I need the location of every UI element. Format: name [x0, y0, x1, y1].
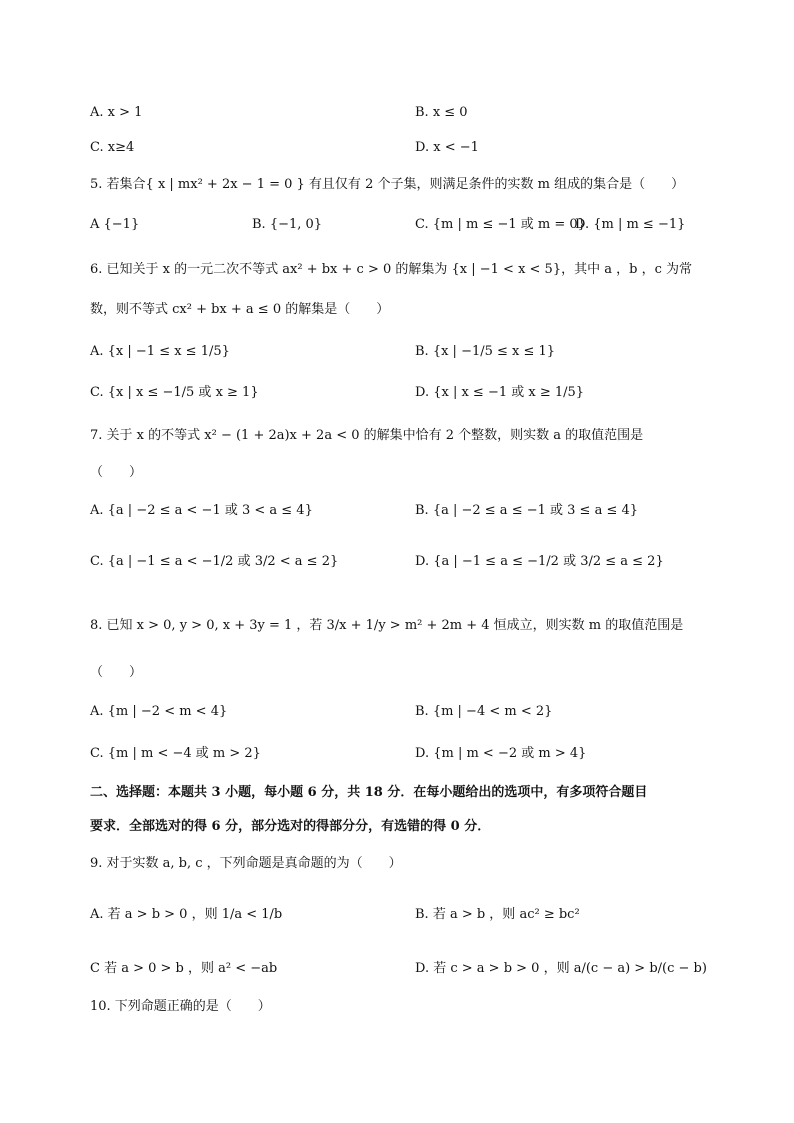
q9-option-c: C 若 a > 0 > b ，则 a² < −ab: [90, 961, 278, 976]
q6-option-b: B. {x | −1/5 ≤ x ≤ 1}: [415, 344, 556, 359]
q8-option-c: C. {m | m < −4 或 m > 2}: [90, 746, 261, 761]
q9-option-a: A. 若 a > b > 0 ，则 1/a < 1/b: [90, 907, 283, 922]
q6-option-a: A. {x | −1 ≤ x ≤ 1/5}: [90, 344, 230, 359]
question-6-stem-line1: 6. 已知关于 x 的一元二次不等式 ax² + bx + c > 0 的解集为 {x | −1 < x < 5}，其中 a ，b ，c 为常: [90, 262, 692, 277]
q7-option-d: D. {a | −1 ≤ a ≤ −1/2 或 3/2 ≤ a ≤ 2}: [415, 554, 664, 569]
q5-option-b: B. {−1, 0}: [252, 217, 323, 232]
q5-option-c: C. {m | m ≤ −1 或 m = 0}: [415, 217, 586, 232]
question-7-stem-line2: （ ）: [90, 465, 143, 480]
question-8-stem-line2: （ ）: [90, 665, 143, 680]
question-9-stem: 9. 对于实数 a, b, c ，下列命题是真命题的为（ ）: [90, 856, 402, 871]
q8-option-a: A. {m | −2 < m < 4}: [90, 704, 228, 719]
q6-option-c: C. {x | x ≤ −1/5 或 x ≥ 1}: [90, 385, 259, 400]
question-5-stem: 5. 若集合{ x | mx² + 2x − 1 = 0 } 有且仅有 2 个子集，则满足条件的实数 m 组成的集合是（ ）: [90, 177, 685, 192]
q7-option-c: C. {a | −1 ≤ a < −1/2 或 3/2 < a ≤ 2}: [90, 554, 339, 569]
q9-option-d: D. 若 c > a > b > 0 ，则 a/(c − a) > b/(c − b): [415, 961, 707, 976]
question-7-stem-line1: 7. 关于 x 的不等式 x² − (1 + 2a)x + 2a < 0 的解集中恰有 2 个整数，则实数 a 的取值范围是: [90, 428, 644, 443]
question-6-stem-line2: 数，则不等式 cx² + bx + a ≤ 0 的解集是（ ）: [90, 302, 390, 317]
question-10-stem: 10. 下列命题正确的是（ ）: [90, 999, 271, 1014]
question-8-stem-line1: 8. 已知 x > 0, y > 0, x + 3y = 1 ，若 3/x + 1/y > m² + 2m + 4 恒成立，则实数 m 的取值范围是: [90, 618, 684, 633]
q5-option-d: D. {m | m ≤ −1}: [575, 217, 686, 232]
q7-option-a: A. {a | −2 ≤ a < −1 或 3 < a ≤ 4}: [90, 503, 313, 518]
option-d: D. x < −1: [415, 140, 479, 155]
q5-option-a: A {−1}: [90, 217, 140, 232]
section-2-heading-line1: 二、选择题：本题共 3 小题，每小题 6 分，共 18 分．在每小题给出的选项中，有多项符合题目: [90, 785, 648, 800]
q8-option-b: B. {m | −4 < m < 2}: [415, 704, 553, 719]
option-c: C. x≥4: [90, 140, 135, 155]
option-b: B. x ≤ 0: [415, 105, 468, 120]
option-a: A. x > 1: [90, 105, 143, 120]
q7-option-b: B. {a | −2 ≤ a ≤ −1 或 3 ≤ a ≤ 4}: [415, 503, 639, 518]
q8-option-d: D. {m | m < −2 或 m > 4}: [415, 746, 587, 761]
q6-option-d: D. {x | x ≤ −1 或 x ≥ 1/5}: [415, 385, 585, 400]
section-2-heading-line2: 要求．全部选对的得 6 分，部分选对的得部分分，有选错的得 0 分．: [90, 819, 491, 834]
q9-option-b: B. 若 a > b ，则 ac² ≥ bc²: [415, 907, 580, 922]
